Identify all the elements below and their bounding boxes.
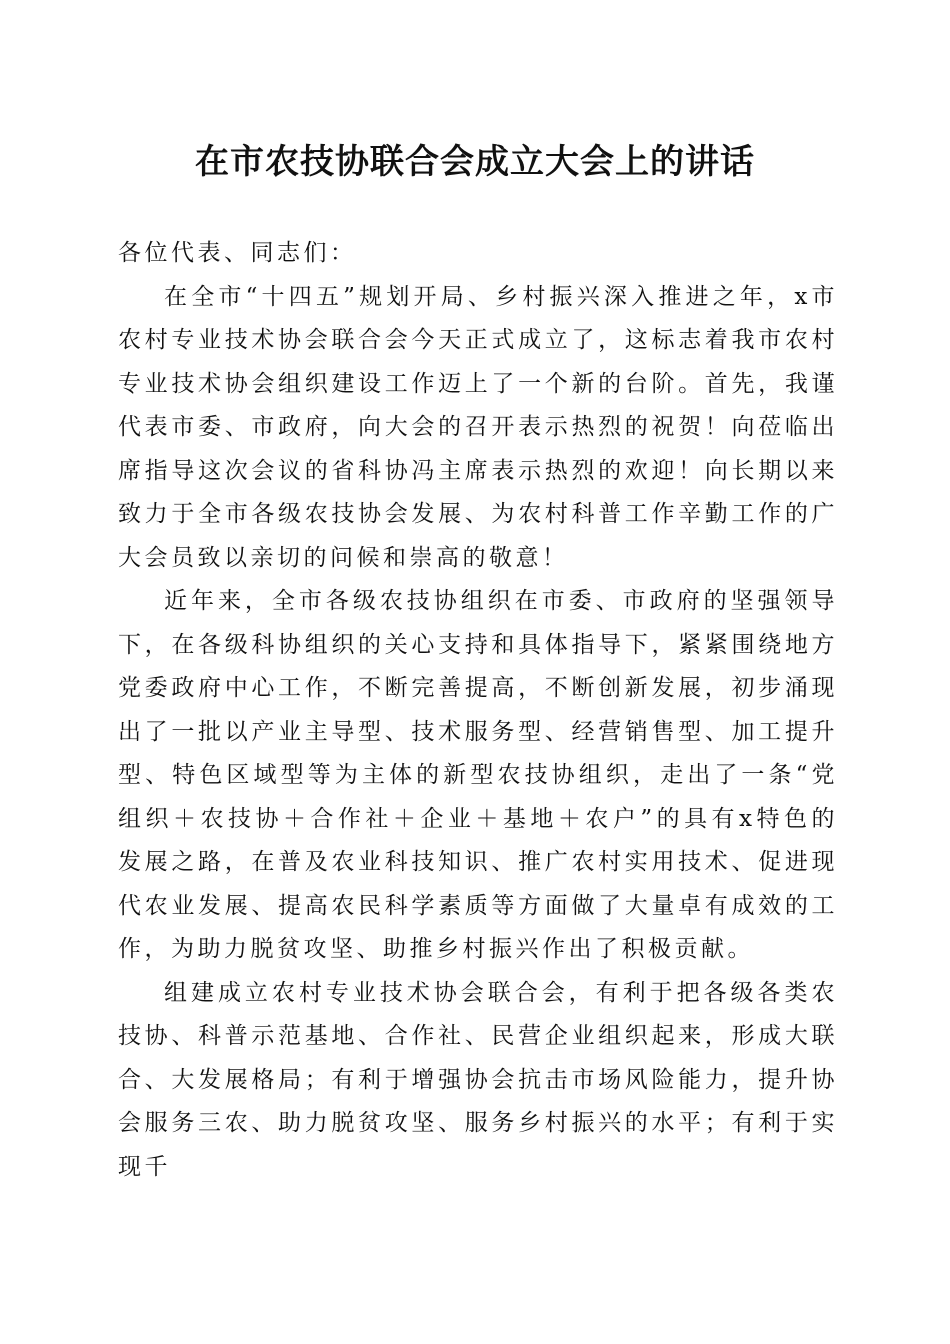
salutation: 各位代表、同志们： — [118, 240, 357, 266]
paragraph-3: 组建成立农村专业技术协会联合会，有利于把各级各类农技协、科普示范基地、合作社、民营企业组织起来，形成大联合、大发展格局；有利于增强协会抗击市场风险能力，提升协会服务三农、助力脱贫攻坚、服务乡村振兴的水平；有利于实现千 — [118, 979, 838, 1180]
document-title: 在市农技协联合会成立大会上的讲话 — [195, 142, 755, 182]
paragraph-1: 在全市“十四五”规划开局、乡村振兴深入推进之年，x市农村专业技术协会联合会今天正式成立了，这标志着我市农村专业技术协会组织建设工作迈上了一个新的台阶。首先，我谨代表市委、市政府，向大会的召开表示热烈的祝贺！向莅临出席指导这次会议的省科协冯主席表示热烈的欢迎！向长期以来致力于全市各级农技协会发展、为农村科普工作辛勤工作的广大会员致以亲切的问候和崇高的敬意！ — [118, 283, 838, 571]
paragraph-2: 近年来，全市各级农技协组织在市委、市政府的坚强领导下，在各级科协组织的关心支持和具体指导下，紧紧围绕地方党委政府中心工作，不断完善提高，不断创新发展，初步涌现出了一批以产业主导型、技术服务型、经营销售型、加工提升型、特色区域型等为主体的新型农技协组织，走出了一条“党组织＋农技协＋合作社＋企业＋基地＋农户”的具有x特色的发展之路，在普及农业科技知识、推广农村实用技术、促进现代农业发展、提高农民科学素质等方面做了大量卓有成效的工作，为助力脱贫攻坚、助推乡村振兴作出了积极贡献。 — [118, 588, 838, 962]
document-body — [118, 232, 838, 1189]
